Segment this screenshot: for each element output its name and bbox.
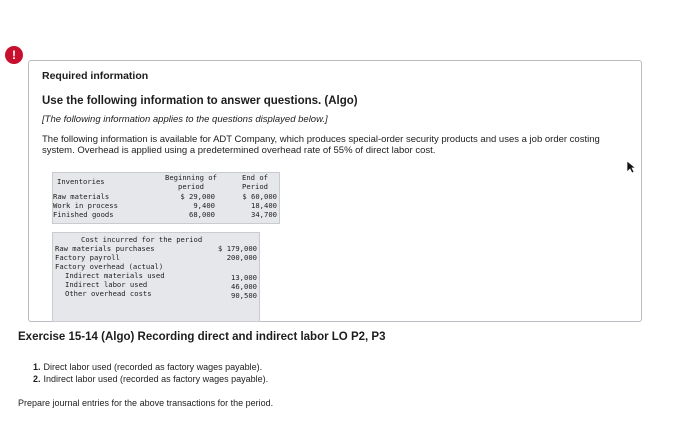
cost-row-label: Indirect labor used [65, 280, 148, 289]
applies-note: [The following information applies to the questions displayed below.] [42, 114, 328, 125]
alert-icon: ! [5, 46, 23, 64]
cost-row-value: 46,000 [231, 282, 257, 291]
beginning-header-line2: period [178, 182, 204, 191]
cost-row-value: 200,000 [226, 253, 257, 262]
cost-row-label: Other overhead costs [65, 289, 152, 298]
inventories-header-label: Inventories [57, 177, 105, 186]
finished-goods-beginning: 68,000 [189, 210, 215, 219]
cost-row-label: Factory overhead (actual) [55, 262, 164, 271]
task-number: 2. [33, 374, 41, 384]
use-following-heading: Use the following information to answer questions. (Algo) [42, 95, 358, 107]
inventories-table [52, 172, 280, 224]
cost-incurred-header: Cost incurred for the period [81, 235, 203, 244]
cost-row-label: Factory payroll [55, 253, 120, 262]
end-header-line1: End of [242, 173, 268, 182]
cost-row-label: Raw materials purchases [55, 244, 155, 253]
required-information-heading: Required information [42, 70, 149, 82]
mouse-pointer-icon [626, 160, 636, 174]
cost-row-value: $ 179,000 [218, 244, 257, 253]
finished-goods-label: Finished goods [53, 210, 114, 219]
task-item [33, 362, 262, 372]
cost-incurred-table [52, 232, 260, 322]
cost-row-value: 13,000 [231, 273, 257, 282]
work-in-process-beginning: 9,400 [193, 201, 215, 210]
intro-paragraph: The following information is available for ADT Company, which produces special-order security products and uses a job order costing system. Overhead is applied using a predetermined overhead rate of 55% of direct labor cost. [42, 134, 600, 156]
cost-row-label: Indirect materials used [65, 271, 165, 280]
exercise-title: Exercise 15-14 (Algo) Recording direct and indirect labor LO P2, P3 [18, 331, 386, 343]
task-number: 1. [33, 362, 41, 372]
prepare-instruction: Prepare journal entries for the above transactions for the period. [18, 398, 274, 408]
cost-row-value: 90,500 [231, 291, 257, 300]
work-in-process-label: Work in process [53, 201, 118, 210]
task-text: Indirect labor used (recorded as factory wages payable). [43, 374, 269, 384]
finished-goods-end: 34,700 [251, 210, 277, 219]
beginning-header-line1: Beginning of [165, 173, 217, 182]
raw-materials-label: Raw materials [53, 192, 110, 201]
task-text: Direct labor used (recorded as factory wages payable). [43, 362, 263, 372]
work-in-process-end: 18,400 [251, 201, 277, 210]
end-header-line2: Period [242, 182, 268, 191]
task-item [33, 374, 268, 384]
raw-materials-beginning: $ 29,000 [180, 192, 215, 201]
raw-materials-end: $ 60,000 [242, 192, 277, 201]
